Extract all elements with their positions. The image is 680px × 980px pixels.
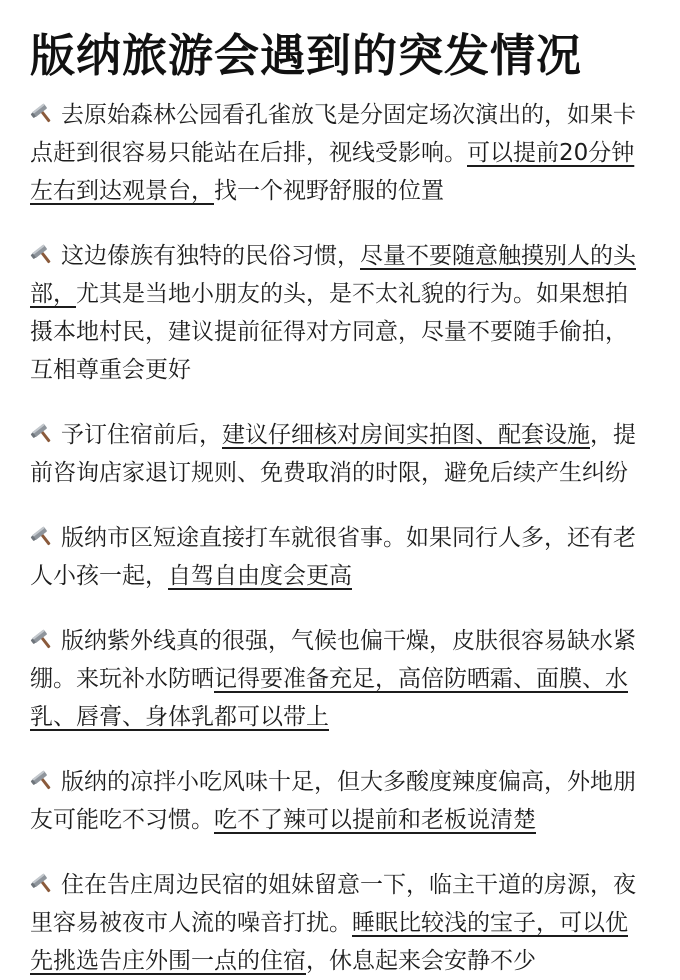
tips-list [30, 96, 650, 980]
hammer-icon [30, 419, 56, 441]
tip-item [30, 866, 650, 980]
tip-item [30, 416, 650, 492]
tip-highlight-text: 可以提前20分钟左右到达观景台， [30, 140, 635, 204]
tip-text: 这边傣族有独特的民俗习惯， [61, 243, 360, 269]
tip-text: 尤其是当地小朋友的头，是不太礼貌的行为。如果想拍摄本地村民，建议提前征得对方同意，尽量不要随手偷拍，互相尊重会更好 [30, 281, 628, 383]
tip-text: ，休息起来会安静不少 [306, 948, 536, 974]
tip-text: ，提前咨询店家退订规则、免费取消的时限，避免后续产生纠纷 [30, 422, 636, 486]
tip-highlight-text: 尽量不要随意触摸别人的头部， [30, 243, 636, 307]
tip-highlight-text: 记得要准备充足，高倍防晒霜、面膜、水乳、唇膏、身体乳都可以带上 [30, 666, 628, 730]
hammer-icon [30, 766, 56, 788]
tip-item [30, 622, 650, 736]
tip-text: 版纳市区短途直接打车就很省事。如果同行人多，还有老人小孩一起， [30, 525, 636, 589]
tip-highlight-text: 建议仔细核对房间实拍图、配套设施 [222, 422, 590, 448]
page-title: 版纳旅游会遇到的突发情况 [30, 29, 583, 82]
tip-text: 找一个视野舒服的位置 [214, 178, 444, 204]
tip-item [30, 96, 650, 210]
tip-text: 版纳的凉拌小吃风味十足，但大多酸度辣度偏高，外地朋友可能吃不习惯。 [30, 769, 636, 833]
tip-text: 予订住宿前后， [61, 422, 222, 448]
tip-item [30, 519, 650, 595]
hammer-icon [30, 240, 56, 262]
hammer-icon [30, 625, 56, 647]
tip-item [30, 763, 650, 839]
tip-highlight-text: 吃不了辣可以提前和老板说清楚 [214, 807, 536, 833]
hammer-icon [30, 522, 56, 544]
hammer-icon [30, 99, 56, 121]
hammer-icon [30, 869, 56, 891]
tip-text: 住在告庄周边民宿的姐妹留意一下，临主干道的房源，夜里容易被夜市人流的噪音打扰。 [30, 872, 636, 936]
tip-text: 去原始森林公园看孔雀放飞是分固定场次演出的，如果卡点赶到很容易只能站在后排，视线受影响。 [30, 102, 636, 166]
tip-highlight-text: 睡眠比较浅的宝子，可以优先挑选告庄外围一点的住宿 [30, 910, 628, 974]
tip-item [30, 237, 650, 389]
tip-highlight-text: 自驾自由度会更高 [168, 563, 352, 589]
tip-text: 版纳紫外线真的很强，气候也偏干燥，皮肤很容易缺水紧绷。来玩补水防晒 [30, 628, 636, 692]
